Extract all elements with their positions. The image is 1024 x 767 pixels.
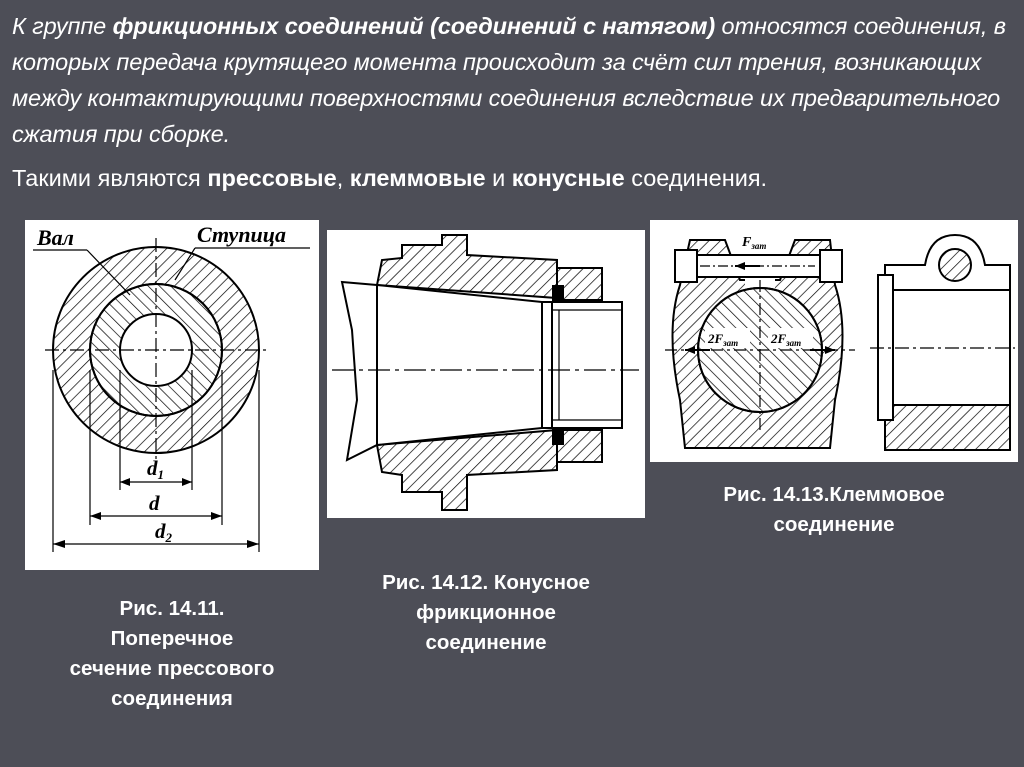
- types-lead: Такими являются: [12, 165, 208, 191]
- caption-cone-line2: фрикционное: [416, 601, 556, 624]
- label-shaft: Вал: [37, 225, 74, 250]
- caption-cone: [327, 568, 645, 658]
- cone-drawing: [327, 230, 645, 518]
- force-right-label: $2F_{зат}$: [771, 331, 802, 348]
- figure-press-fit: [25, 220, 319, 570]
- dim-d: d: [149, 491, 160, 515]
- type-cone: конусные: [511, 165, 625, 191]
- types-tail: соединения.: [624, 165, 768, 191]
- caption-clamp-line1: Рис. 14.13.Клеммовое: [723, 483, 945, 506]
- caption-press-fit-line3: сечение прессового: [69, 657, 275, 680]
- type-clamp: клеммовые: [349, 165, 486, 191]
- press-fit-drawing: [25, 220, 319, 570]
- force-left-label: $2F_{зат}$: [708, 331, 739, 348]
- figure-cone: [327, 230, 645, 518]
- figure-clamp: [650, 220, 1018, 462]
- caption-press-fit-line1: Рис. 14.11.: [119, 597, 225, 620]
- dim-d1: d1: [147, 456, 164, 482]
- label-hub: Ступица: [197, 222, 287, 247]
- caption-cone-line1: Рис. 14.12. Конусное: [382, 571, 590, 594]
- type-press: прессовые: [207, 165, 337, 191]
- intro-paragraph: [12, 8, 1017, 152]
- types-sep2: и: [485, 165, 512, 191]
- caption-press-fit-line4: соединения: [111, 687, 233, 710]
- dim-d2: d2: [155, 519, 172, 545]
- caption-cone-line3: соединение: [425, 631, 547, 654]
- intro-emphasis: фрикционных соединений (соединений с натягом): [112, 13, 716, 39]
- clamp-drawing: [650, 220, 1018, 462]
- caption-press-fit: [25, 594, 319, 714]
- caption-clamp-line2: соединение: [773, 513, 895, 536]
- types-sep1: ,: [336, 165, 350, 191]
- intro-lead: К группе: [12, 13, 113, 39]
- force-label: $F_{зат}$: [742, 235, 767, 251]
- types-sentence: [12, 160, 1012, 196]
- intro-rest: относятся соединения, в которых передача крутящего момента происходит за счёт сил трения, возникающих между контактирующими поверхностями соединения вследствие их предварительного сжатия при сборке.: [12, 13, 1006, 147]
- caption-clamp: [650, 480, 1018, 540]
- caption-press-fit-line2: Поперечное: [110, 627, 234, 650]
